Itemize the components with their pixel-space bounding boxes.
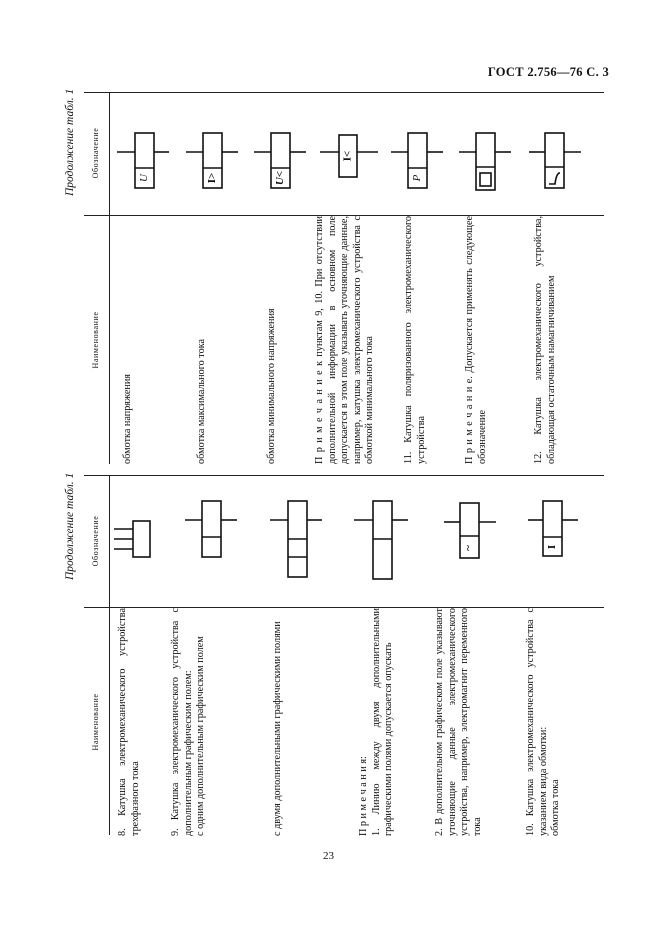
symbol-max-current-winding <box>186 131 238 191</box>
symbol-polarized-coil-alternate <box>459 131 511 193</box>
symbol-current-winding <box>528 500 578 558</box>
right-cell-note-11: П р и м е ч а н и е. Допускается применять следующее обозначение <box>464 216 488 464</box>
svg-text:I>: I> <box>206 172 219 184</box>
right-cell-item-11: 11. Катушка поляризованного электромеханического устройства <box>403 216 427 464</box>
symbol-ac-electromagnet <box>444 502 496 560</box>
svg-text:P: P <box>411 174 424 182</box>
left-header-symbol: Обозначение <box>91 515 100 567</box>
right-header-name: Наименование <box>91 311 100 369</box>
symbol-residual-magnetization-coil <box>529 131 581 191</box>
left-cell-item-8: 8. Катушка электромеханического устройства трехфазного тока <box>117 608 141 836</box>
svg-text:U: U <box>138 174 151 182</box>
left-cell-item-10: 10. Катушка электромеханического устройства с указанием вида обмотки: обмотка тока <box>525 608 561 836</box>
right-cell-max-current: обмотка максимального тока <box>196 338 207 464</box>
table-left-top-border <box>84 475 604 476</box>
table-caption-left: Продолжение табл. 1 <box>64 472 76 580</box>
symbol-voltage-winding <box>117 131 169 191</box>
table-caption-right: Продолжение табл. 1 <box>64 88 76 196</box>
left-cell-notes-2: 2. В дополнительном графическом поле указывают уточняющие данные электромеханического устройства, например, электромагнит переменного тока <box>434 608 483 836</box>
svg-text:I<: I< <box>341 150 354 162</box>
left-cell-notes-1: П р и м е ч а н и я: 1. Линию между двумя дополнительными графическими полями допускается опускать <box>358 608 394 836</box>
right-cell-min-voltage: обмотка минимального напряжения <box>266 308 277 464</box>
symbol-min-current-winding <box>320 131 378 179</box>
left-cell-two-fields: с двумя дополнительными графическими полями <box>272 621 283 836</box>
symbol-coil-one-field <box>185 500 237 560</box>
right-cell-voltage: обмотка напряжения <box>122 374 133 464</box>
left-header-name: Наименование <box>91 693 100 751</box>
symbol-polarized-coil <box>391 131 443 191</box>
table-left-header-divider <box>109 475 110 835</box>
symbol-three-phase-coil <box>114 520 154 565</box>
right-cell-note-9-10: П р и м е ч а н и е к пунктам 9, 10. При отсутствии дополнительной информации в основном поле допускается в этом поле указывать уточняющие данные, например, катушка электромеханического устройства с обмоткой минимального тока <box>314 216 375 464</box>
left-cell-item-9: 9. Катушка электромеханического устройства с дополнительным графическим полем: с одним дополнительным графическим полем <box>170 608 206 836</box>
right-cell-item-12: 12. Катушка электромеханического устройства, обладающая остаточным намагничиванием <box>533 216 557 464</box>
symbol-coil-two-fields <box>270 500 322 580</box>
symbol-min-voltage-winding <box>254 131 306 191</box>
symbol-coil-two-fields-no-divider <box>354 500 408 582</box>
table-right-header-divider <box>109 92 110 464</box>
page-number: 23 <box>323 850 334 862</box>
svg-text:U<: U< <box>274 170 287 186</box>
svg-text:~: ~ <box>462 545 475 551</box>
document-header: ГОСТ 2.756—76 С. 3 <box>487 65 609 79</box>
right-header-symbol: Обозначение <box>91 127 100 179</box>
table-right-top-border <box>84 92 604 93</box>
svg-text:I: I <box>546 544 559 550</box>
